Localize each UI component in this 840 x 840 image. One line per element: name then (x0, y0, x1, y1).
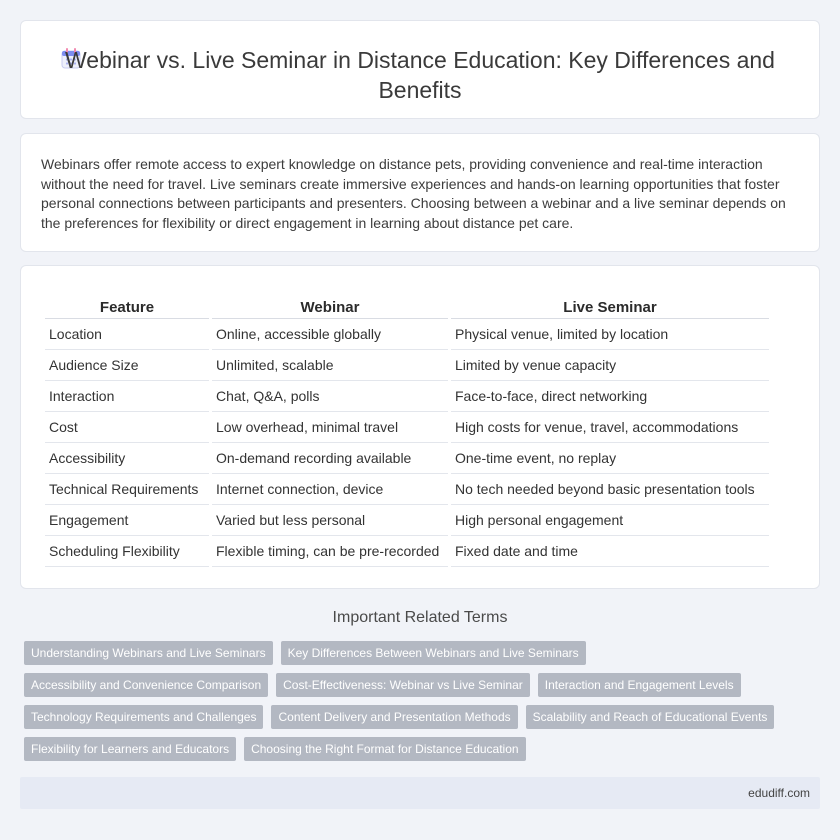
cell-webinar: Internet connection, device (212, 474, 448, 505)
related-term-link[interactable]: Flexibility for Learners and Educators (24, 737, 236, 761)
header-card (20, 20, 820, 119)
cell-webinar: Varied but less personal (212, 505, 448, 536)
cell-live-seminar: High costs for venue, travel, accommodations (451, 412, 769, 443)
cell-webinar: Unlimited, scalable (212, 350, 448, 381)
related-term-link[interactable]: Choosing the Right Format for Distance Education (244, 737, 525, 761)
tag-row (24, 737, 814, 761)
tag-row (24, 673, 814, 697)
cell-webinar: On-demand recording available (212, 443, 448, 474)
table-row (45, 536, 769, 567)
cell-live-seminar: No tech needed beyond basic presentation tools (451, 474, 769, 505)
related-term-link[interactable]: Key Differences Between Webinars and Live Seminars (281, 641, 586, 665)
cell-live-seminar: Physical venue, limited by location (451, 319, 769, 350)
tag-row (24, 705, 814, 729)
table-row (45, 412, 769, 443)
table-row (45, 505, 769, 536)
cell-feature: Scheduling Flexibility (45, 536, 209, 567)
cell-webinar: Low overhead, minimal travel (212, 412, 448, 443)
footer-site-link[interactable]: edudiff.com (748, 786, 810, 800)
cell-webinar: Chat, Q&A, polls (212, 381, 448, 412)
tag-row (24, 641, 814, 665)
cell-live-seminar: Fixed date and time (451, 536, 769, 567)
table-row (45, 474, 769, 505)
table-row (45, 443, 769, 474)
intro-card (20, 133, 820, 252)
related-term-link[interactable]: Content Delivery and Presentation Methods (271, 705, 517, 729)
related-terms-list (24, 641, 814, 769)
header-webinar: Webinar (212, 297, 448, 319)
related-term-link[interactable]: Technology Requirements and Challenges (24, 705, 263, 729)
header-feature: Feature (45, 297, 209, 319)
cell-live-seminar: High personal engagement (451, 505, 769, 536)
cell-live-seminar: Face-to-face, direct networking (451, 381, 769, 412)
cell-webinar: Online, accessible globally (212, 319, 448, 350)
related-term-link[interactable]: Cost-Effectiveness: Webinar vs Live Seminar (276, 673, 530, 697)
footer (20, 777, 820, 809)
page-title: Webinar vs. Live Seminar in Distance Education: Key Differences and Benefits (65, 47, 775, 103)
cell-feature: Location (45, 319, 209, 350)
cell-feature: Audience Size (45, 350, 209, 381)
related-term-link[interactable]: Scalability and Reach of Educational Events (526, 705, 775, 729)
cell-feature: Technical Requirements (45, 474, 209, 505)
cell-feature: Accessibility (45, 443, 209, 474)
cell-webinar: Flexible timing, can be pre-recorded (212, 536, 448, 567)
related-terms-title: Important Related Terms (332, 609, 508, 626)
cell-feature: Cost (45, 412, 209, 443)
cell-feature: Interaction (45, 381, 209, 412)
comparison-card (20, 265, 820, 589)
table-row (45, 381, 769, 412)
cell-live-seminar: One-time event, no replay (451, 443, 769, 474)
table-header-row (45, 297, 769, 319)
related-term-link[interactable]: Interaction and Engagement Levels (538, 673, 741, 697)
cell-live-seminar: Limited by venue capacity (451, 350, 769, 381)
table-row (45, 350, 769, 381)
comparison-table (42, 297, 772, 567)
intro-text: Webinars offer remote access to expert knowledge on distance pets, providing convenience and real-time interaction without the need for travel. Live seminars create immersive experiences and hands-on learning opportunities that foster personal connections between participants and presenters. Choosing between a webinar and a live seminar depends on the preferences for flexibility or direct engagement in learning about distance pet care. (41, 156, 786, 231)
table-row (45, 319, 769, 350)
related-term-link[interactable]: Understanding Webinars and Live Seminars (24, 641, 273, 665)
cell-feature: Engagement (45, 505, 209, 536)
header-live-seminar: Live Seminar (451, 297, 769, 319)
related-term-link[interactable]: Accessibility and Convenience Comparison (24, 673, 268, 697)
